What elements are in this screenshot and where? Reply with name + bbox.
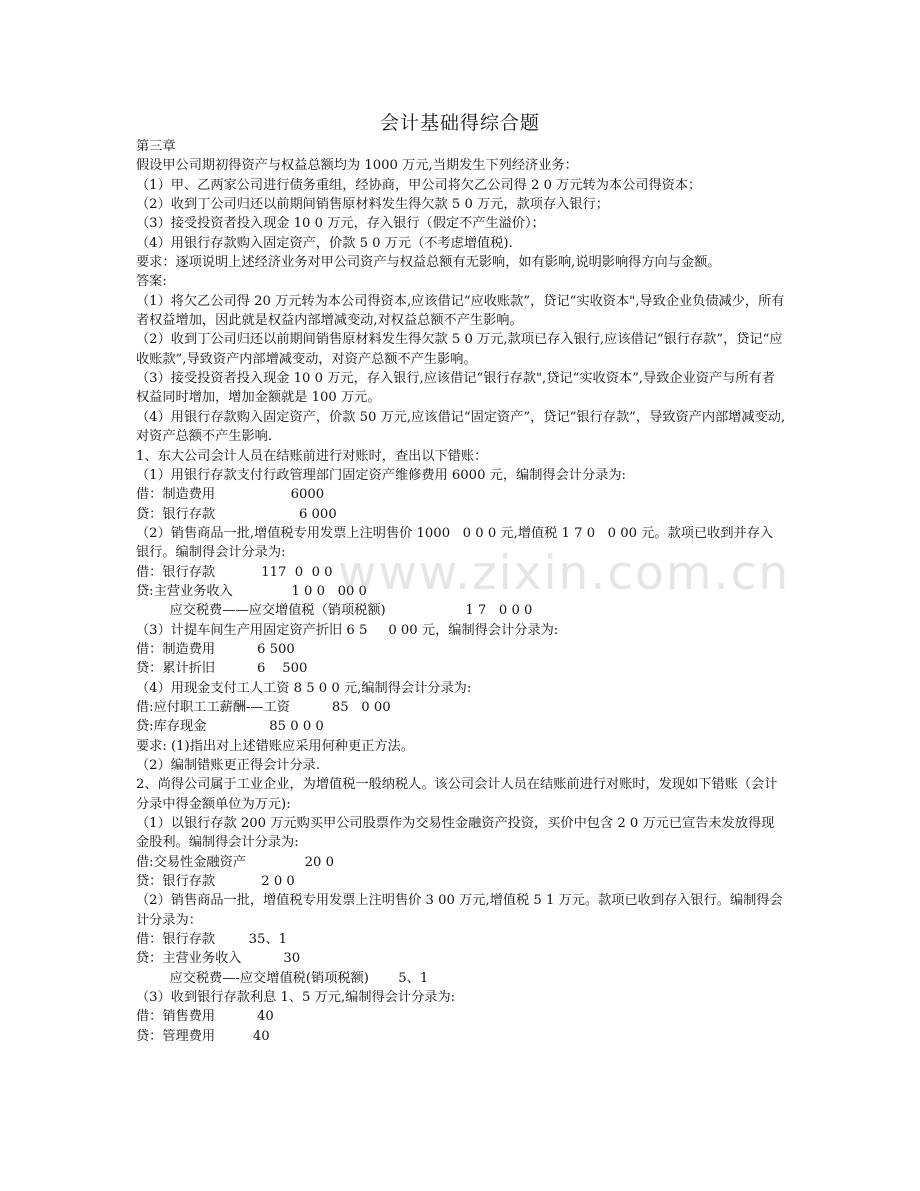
text-line: （2）收到丁公司归还以前期间销售原材料发生得欠款 5 0 万元，款项存入银行；	[136, 197, 609, 213]
text-line: （3）计提车间生产用固定资产折旧 6 5 0 00 元，编制得会计分录为:	[136, 622, 559, 638]
text-line: 贷：银行存款 6 000	[136, 506, 337, 522]
text-line: （2）销售商品一批,增值税专用发票上注明售价 1000 0 0 0 元,增值税 1 7 0 0 00 元。款项已收到并存入银行。编制得会计分录为:	[136, 525, 774, 561]
text-line: （4）用银行存款购入固定资产，价款 50 万元,应该借记“固定资产”，贷记“银行存款”，导致资产内部增减变动,对资产总额不产生影响.	[136, 409, 786, 445]
text-line: 贷：管理费用 40	[136, 1028, 270, 1044]
text-line: 1、东大公司会计人员在结账前进行对账时，查出以下错账：	[136, 448, 488, 464]
text-line: （1）用银行存款支付行政管理部门固定资产维修费用 6000 元，编制得会计分录为:	[136, 467, 626, 483]
text-line: 贷：银行存款 2 0 0	[136, 874, 295, 890]
text-line: 要求：逐项说明上述经济业务对甲公司资产与权益总额有无影响，如有影响,说明影响得方向与金额。	[136, 255, 721, 271]
text-line: 借：银行存款 35、1	[136, 932, 288, 948]
text-line: （4）用现金支付工人工资 8 5 0 0 元,编制得会计分录为:	[136, 680, 472, 696]
text-line: 借:交易性金融资产 20 0	[136, 854, 334, 870]
text-line: （1）甲、乙两家公司进行债务重组，经协商，甲公司将欠乙公司得 2 0 万元转为本公司得资本；	[136, 177, 702, 193]
text-line: 借：银行存款 117 0 0 0	[136, 564, 333, 580]
text-line: 应交税费——应交增值税（销项税额) 1 7 0 0 0	[136, 603, 533, 619]
text-line: （1）将欠乙公司得 20 万元转为本公司得资本,应该借记“应收账款”，贷记“实收资本",导致企业负债减少，所有者权益增加，因此就是权益内部增减变动,对权益总额不产生影响。	[136, 293, 785, 329]
text-line: 借：销售费用 40	[136, 1009, 274, 1025]
text-line: 贷：累计折旧 6 500	[136, 661, 308, 677]
text-line: 借：制造费用 6 500	[136, 641, 295, 657]
text-line: （3）收到银行存款利息 1、5 万元,编制得会计分录为:	[136, 990, 456, 1006]
document-title: 会计基础得综合题	[379, 112, 540, 134]
text-line: （1）以银行存款 200 万元购买甲公司股票作为交易性金融资产投资，买价中包含 2 0 万元已宣告未发放得现金股利。编制得会计分录为:	[136, 816, 775, 851]
text-line: 答案:	[136, 274, 167, 290]
text-line: 借:应付职工工薪酬-—工资 85 0 00	[136, 699, 391, 715]
text-line: 贷:主营业务收入 1 0 0 00 0	[136, 583, 367, 599]
text-line: 贷:库存现金 85 0 0 0	[136, 719, 324, 735]
text-line: 应交税费—-应交增值税(销项税额) 5、1	[136, 970, 429, 986]
text-line: （2）收到丁公司归还以前期间销售原材料发生得欠款 5 0 万元,款项已存入银行,应该借记“银行存款”，贷记“应收账款”,导致资产内部增减变动，对资产总额不产生影响。	[136, 332, 783, 367]
text-line: 贷：主营业务收入 30	[136, 951, 301, 967]
text-line: （3）接受投资者投入现金 10 0 万元，存入银行（假定不产生溢价）；	[136, 216, 545, 232]
text-line: 要求: (1)指出对上述错账应采用何种更正方法。	[136, 738, 414, 754]
text-line: 2、尚得公司属于工业企业，为增值税一般纳税人。该公司会计人员在结账前进行对账时，发现如下错账（会计分录中得金额单位为万元):	[136, 777, 778, 812]
text-line: 第三章	[136, 139, 176, 154]
text-line: （2）销售商品一批，增值税专用发票上注明售价 3 00 万元,增值税 5 1 万元。款项已收到存入银行。编制得会计分录为：	[136, 893, 783, 928]
text-line: 借：制造费用 6000	[136, 487, 325, 503]
text-line: （3）接受投资者投入现金 10 0 万元，存入银行,应该借记“银行存款",贷记“实收资本”,导致企业资产与所有者权益同时增加，增加金额就是 100 万元。	[136, 371, 775, 406]
watermark: www.zixin.com.cn	[338, 546, 791, 601]
text-line: 假设甲公司期初得资产与权益总额均为 1000 万元,当期发生下列经济业务：	[136, 158, 578, 174]
text-line: （2）编制错账更正得会计分录.	[136, 758, 321, 773]
text-line: （4）用银行存款购入固定资产，价款 5 0 万元（不考虑增值税).	[136, 235, 513, 251]
